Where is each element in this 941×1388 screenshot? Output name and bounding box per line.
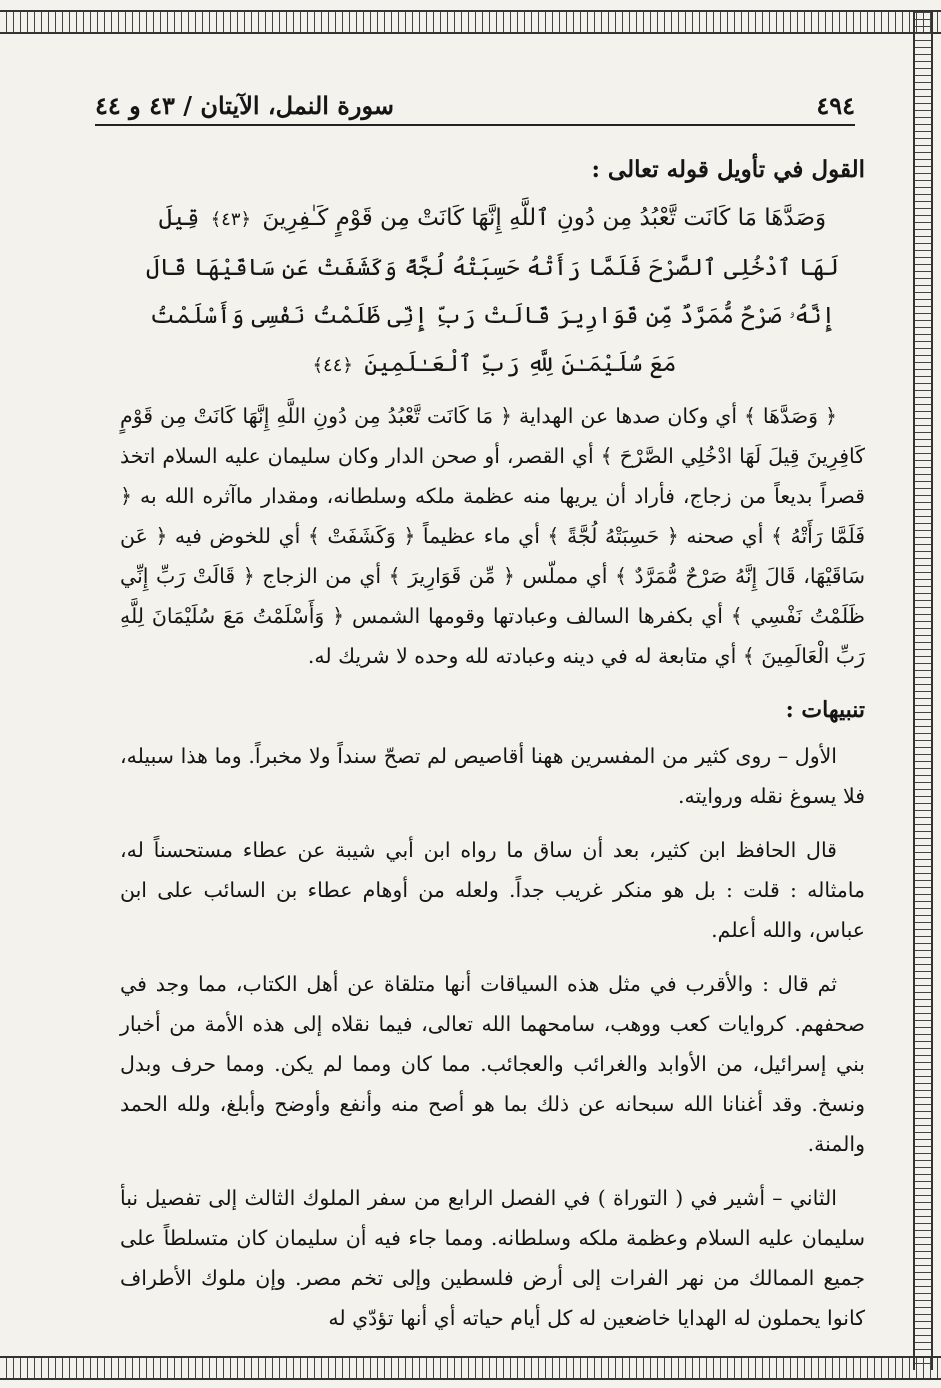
bottom-ornamental-border [0,1356,941,1380]
commentary-paragraph: ﴿ وَصَدَّهَا ﴾ أي وكان صدها عن الهداية ﴿ مَا كَانَت تَّعْبُدُ مِن دُونِ اللَّهِ إِنَّهَا كَانَتْ مِن قَوْمٍ كَافِرِينَ قِيلَ لَهَا ادْخُلِي الصَّرْحَ ﴾ أي القصر، أو صحن الدار وكان سليمان عليه السلام اتخذ قصراً بديعاً من زجاج، فأراد أن يريها منه عظمة ملكه وسلطانه، ومقدار ماآثره الله به ﴿ فَلَمَّا رَأَتْهُ ﴾ أي صحنه ﴿ حَسِبَتْهُ لُجَّةً ﴾ أي ماء عظيماً ﴿ وَكَشَفَتْ ﴾ أي للخوض فيه ﴿ عَن سَاقَيْهَا، قَالَ إِنَّهُ صَرْحٌ مُّمَرَّدٌ ﴾ أي مملّس ﴿ مِّن قَوَارِيرَ ﴾ أي من الزجاج ﴿ قَالَتْ رَبِّ إِنِّي ظَلَمْتُ نَفْسِي ﴾ أي بكفرها السالف وعبادتها وقومها الشمس ﴿ وَأَسْلَمْتُ مَعَ سُلَيْمَانَ لِلَّهِ رَبِّ الْعَالَمِينَ ﴾ أي متابعة له في دينه وعبادته لله وحده لا شريك له. [120,404,865,668]
verse-number-43: ﴿٤٣﴾ [210,209,252,230]
note-paragraph-1: الأول – روى كثير من المفسرين ههنا أقاصيص لم تصحّ سنداً ولا مخبراً. وما هذا سبيله، فلا يسوغ نقله وروايته. [120,744,865,808]
quran-verse [140,194,845,390]
verse-part-2: قِيلَ لَهَا ٱدْخُلِى ٱلصَّرْحَ فَلَمَّا رَأَتْهُ حَسِبَتْهُ لُجَّةً وَكَشَفَتْ عَن سَاقَيْهَا قَالَ إِنَّهُۥ صَرْحٌ مُّمَرَّدٌ مِّن قَوَارِيرَ قَالَتْ رَبِّ إِنِّى ظَلَمْتُ نَفْسِى وَأَسْلَمْتُ مَعَ سُلَيْمَـٰنَ لِلَّهِ رَبِّ ٱلْعَـٰلَمِينَ [145,205,840,377]
running-title: سورة النمل، الآيتان / ٤٣ و ٤٤ [95,90,394,120]
section-title: القول في تأويل قوله تعالى : [591,156,865,183]
page-header [95,86,855,126]
note-paragraph-2: قال الحافظ ابن كثير، بعد أن ساق ما رواه ابن أبي شيبة عن عطاء مستحسناً له، مامثاله : قلت : بل هو منكر غريب جداً. ولعله من أوهام عطاء بن السائب على ابن عباس، والله أعلم. [120,838,865,942]
page-body [120,150,865,1352]
right-ornamental-border [913,10,933,1370]
verse-part-1: وَصَدَّهَا مَا كَانَت تَّعْبُدُ مِن دُونِ ٱللَّهِ إِنَّهَا كَانَتْ مِن قَوْمٍ كَـٰفِرِينَ [262,205,827,231]
note-paragraph-3: ثم قال : والأقرب في مثل هذه السياقات أنها متلقاة عن أهل الكتاب، مما وجد في صحفهم. كروايات كعب ووهب، سامحهما الله تعالى، فيما نقلاه إلى هذه الأمة من أخبار بني إسرائيل، من الأوابد والغرائب والعجائب. مما كان ومما لم يكن. ومما حرف وبدل ونسخ. وقد أغنانا الله سبحانه عن ذلك بما هو أصح منه وأنفع وأوضح وأبلغ، ولله الحمد والمنة. [120,972,865,1156]
top-ornamental-border [0,10,941,34]
verse-number-44: ﴿٤٤﴾ [312,355,353,376]
page-number: ٤٩٤ [816,90,855,120]
notes-title: تنبيهات : [785,697,865,723]
note-paragraph-4: الثاني – أشير في ( التوراة ) في الفصل الرابع من سفر الملوك الثالث إلى تفصيل نبأ سليمان عليه السلام وعظمة ملكه وسلطانه. ومما جاء فيه أن سليمان كان متسلطاً على جميع الممالك من نهر الفرات إلى أرض فلسطين وإلى تخم مصر. وإن ملوك الأطراف كانوا يحملون له الهدايا خاضعين له كل أيام حياته أي أنها تؤدّي له [120,1186,865,1330]
